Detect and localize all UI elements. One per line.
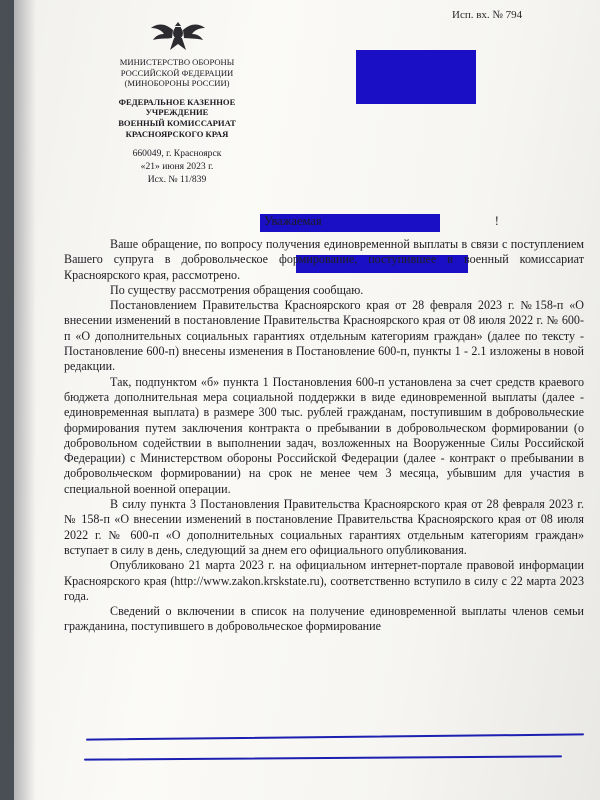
salutation-end: ! [494,214,499,228]
institution-line-2: УЧРЕЖДЕНИЕ [145,107,209,118]
salutation [264,214,499,229]
paragraph-effective-date: В силу пункта 3 Постановления Правительства Красноярского края от 28 февраля 2023 г. № 158-п «О внесении изменений в постановление Правительства Красноярского края от 08 июля 2022 г. № 600-п «О дополнительных социальных гарантиях отдельным категориям граждан» вступает в силу в день, следующий за днем его официального опубликования. [64,497,584,557]
salutation-text: Уважаемая [264,214,322,228]
institution-line-1: ФЕДЕРАЛЬНОЕ КАЗЕННОЕ [118,96,236,107]
letter-body [64,237,584,635]
paragraph-request: Ваше обращение, по вопросу получения единовременной выплаты в связи с поступлением Вашего супруга в добровольческое формирование, поступившее в военный комиссариат Красноярского края, рассмотрено. [64,237,584,282]
letter-page [14,0,600,800]
institution-line-4: КРАСНОЯРСКОГО КРАЯ [125,128,229,139]
page-shadow [14,0,36,800]
sender-header [84,57,270,186]
sender-address: 660049, г. Красноярск [132,148,222,160]
paragraph-resolution-158p: Постановлением Правительства Красноярского края от 28 февраля 2023 г. №158-п «О внесении изменений в постановление Правительства Красноярского края от 08 июля 2022 г. № 600-п «О дополнительных социальных гарантиях отдельным категориям граждан» (далее по тексту - Постановление 600-п) внесены изменения в Постановление 600-п, пункты 1 - 2.1 изложены в новой редакции. [64,298,584,374]
faint-stamp [454,640,574,700]
underline-1 [86,733,584,740]
outgoing-number: Исх. № 11/839 [147,174,207,186]
ministry-line-3: (МИНОБОРОНЫ РОССИИ) [124,78,230,89]
ministry-line-2: РОССИЙСКОЙ ФЕДЕРАЦИИ [120,67,234,78]
ministry-line-1: МИНИСТЕРСТВО ОБОРОНЫ [119,57,235,67]
paragraph-payment-terms: Так, подпунктом «б» пункта 1 Постановления 600-п установлена за счет средств краевого бюджета дополнительная мера социальной поддержки в виде единовременной выплаты (далее - единовременная выплата) в размере 300 тыс. рублей гражданам, поступившим в добровольческие формирования путем заключения контракта о пребывании в добровольческом формировании (о добровольном содействии в выполнении задач, возложенных на Вооруженные Силы Российской Федерации) с Министерством обороны Российской Федерации (далее - контракт о пребывании в добровольческом формировании) на срок не менее чем 3 месяца, убывшим для участия в специальной военной операции. [64,374,584,496]
eagle-emblem-icon [150,18,206,54]
paragraph-intro: По существу рассмотрения обращения сообщаю. [110,282,364,297]
recipient-redaction [356,50,476,104]
institution-line-3: ВОЕННЫЙ КОМИССАРИАТ [118,117,236,128]
paragraph-list-info: Сведений о включении в список на получение единовременной выплаты членов семьи гражданина, поступившего в добровольческое формирование [64,604,584,634]
incoming-ref-number: Исп. вх. № 794 [452,9,523,21]
paragraph-publication: Опубликовано 21 марта 2023 г. на официальном интернет-портале правовой информации Красноярского края (http://www.zakon.krskstate.ru), соответственно вступило в силу с 22 марта 2023 года. [64,558,584,603]
letter-date: «21» июня 2023 г. [140,161,214,173]
underline-2 [84,755,562,760]
